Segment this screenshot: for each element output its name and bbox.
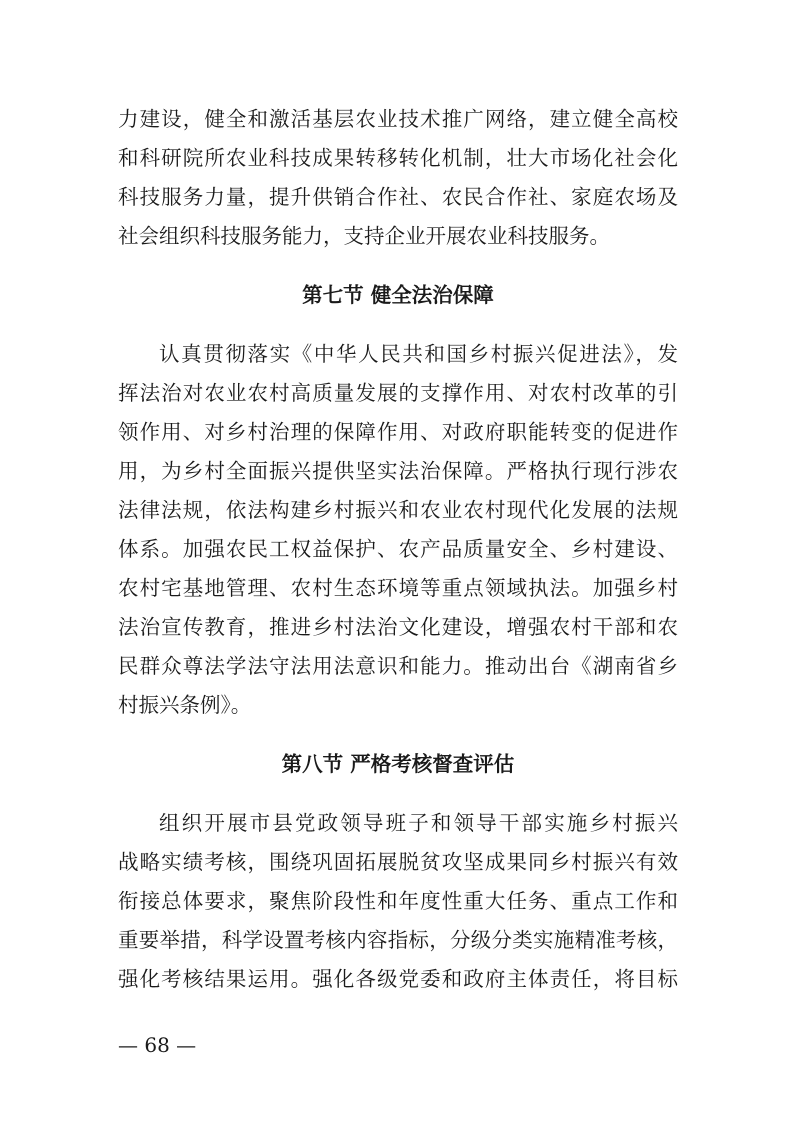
text-line: 农村宅基地管理、农村生态环境等重点领域执法。加强乡村: [118, 576, 678, 600]
text-line: 科技服务力量，提升供销合作社、农民合作社、家庭农场及: [118, 185, 678, 209]
page-content: [118, 100, 678, 999]
section-heading-8: 第八节 严格考核督查评估: [281, 752, 515, 776]
text-line: 村振兴条例》。: [118, 693, 252, 717]
text-line: 体系。加强农民工权益保护、农产品质量安全、乡村建设、: [118, 537, 678, 561]
text-line: 领作用、对乡村治理的保障作用、对政府职能转变的促进作: [118, 420, 678, 444]
page-number: — 68 —: [118, 1033, 197, 1057]
text-line: 民群众尊法学法守法用法意识和能力。推动出台《湖南省乡: [118, 654, 678, 678]
paragraph-1: [118, 100, 678, 256]
paragraph-2: [118, 335, 678, 725]
paragraph-3: [118, 804, 678, 999]
text-line: 和科研院所农业科技成果转移转化机制，壮大市场化社会化: [118, 146, 678, 170]
text-line: 战略实绩考核，围绕巩固拓展脱贫攻坚成果同乡村振兴有效: [118, 850, 678, 874]
text-line: 强化考核结果运用。强化各级党委和政府主体责任，将目标: [118, 967, 678, 991]
text-line: 力建设，健全和激活基层农业技术推广网络，建立健全高校: [118, 107, 678, 131]
text-line: 认真贯彻落实《中华人民共和国乡村振兴促进法》，发: [159, 342, 678, 366]
text-line: 组织开展市县党政领导班子和领导干部实施乡村振兴: [159, 811, 678, 835]
text-line: 用，为乡村全面振兴提供坚实法治保障。严格执行现行涉农: [118, 459, 678, 483]
text-line: 法律法规，依法构建乡村振兴和农业农村现代化发展的法规: [118, 498, 678, 522]
text-line: 重要举措，科学设置考核内容指标，分级分类实施精准考核，: [118, 928, 678, 952]
text-line: 衔接总体要求，聚焦阶段性和年度性重大任务、重点工作和: [118, 889, 678, 913]
text-line: 社会组织科技服务能力，支持企业开展农业科技服务。: [118, 224, 610, 248]
text-line: 挥法治对农业农村高质量发展的支撑作用、对农村改革的引: [118, 381, 678, 405]
text-line: 法治宣传教育，推进乡村法治文化建设，增强农村干部和农: [118, 615, 678, 639]
section-heading-7: 第七节 健全法治保障: [302, 283, 494, 307]
